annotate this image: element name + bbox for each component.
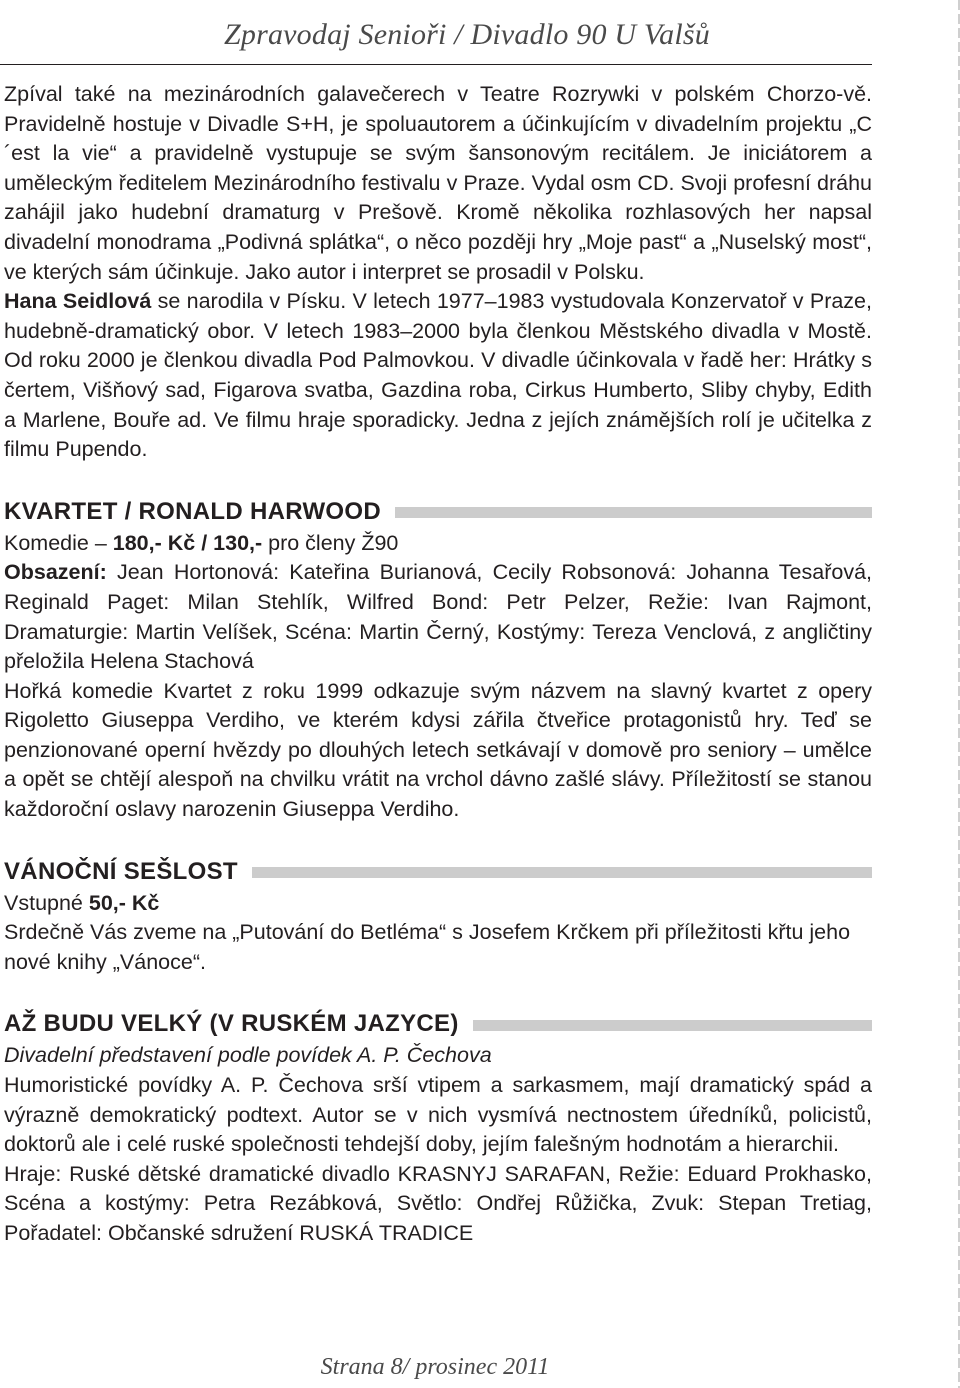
page-footer: Strana 8/ prosinec 2011 [320,1354,550,1380]
azbudu-credits: Hraje: Ruské dětské dramatické divadlo KRASNYJ SARAFAN, Režie: Eduard Prokhasko, Scéna a kostýmy: Petra Rezábková, Světlo: Ondřej Růžička, Zvuk: Stepan Tretiag, Pořadatel: Občanské sdružení RUSKÁ TRADICE [4,1161,872,1245]
section-title-kvartet: KVARTET / RONALD HARWOOD [4,497,381,525]
section-heading-bar [473,1020,872,1031]
vanocni-price-prefix: Vstupné [4,890,89,915]
vanocni-price: 50,- Kč [88,890,160,915]
azbudu-subtitle: Divadelní představení podle povídek A. P. Čechova [4,1043,492,1068]
vanocni-price-line [4,889,872,919]
kvartet-price-line [4,529,872,559]
section-title-vanocni: VÁNOČNÍ SEŠLOST [4,857,238,885]
kvartet-price-prefix: Komedie – [4,530,113,555]
intro-paragraph: Zpíval také na mezinárodních galavečerech v Teatre Rozrywki v polském Chorzo-vě. Pravidelně hostuje v Divadle S+H, je spoluautorem a účinkujícím v divadelním projektu „C´est la vie“ a pravidelně vystupuje se svým šansonovým recitálem. Je iniciátorem a uměleckým ředitelem Mezinárodního festivalu v Praze. Vydal osm CD. Svoji profesní dráhu zahájil jako hudební dramaturg v Prešově. Kromě několika rozhlasových her napsal divadelní monodrama „Podivná splátka“, o něco později hry „Moje past“ a „Nuselský most“, ve kterých sám účinkuje. Jako autor i interpret se prosadil v Polsku. [4,82,872,284]
kvartet-description: Hořká komedie Kvartet z roku 1999 odkazuje svým názvem na slavný kvartet z opery Rigoletto Giuseppa Verdiho, ve kterém kdysi zářila čtveřice protagonistů hry. Teď se penzionované operní hvězdy po dlouhých letech setkávají v domově pro seniory – umělce a opět se chtějí alespoň na chvilku vrátit na vrchol dávno zašlé slávy. Příležitostí se stanou každoroční oslavy narozenin Giuseppa Verdiho. [4,678,872,822]
kvartet-cast [4,558,872,676]
kvartet-price: 180,- Kč / 130,- [112,530,263,555]
seidlova-text: se narodila v Písku. V letech 1977–1983 vystudovala Konzervatoř v Praze, hudebně-dramatický obor. V letech 1983–2000 byla členkou Městského divadla v Mostě. Od roku 2000 je členkou divadla Pod Palmovkou. V divadle účinkovala v řadě her: Hrátky s čertem, Višňový sad, Figarova svatba, Gazdina roba, Cirkus Humberto, Sliby chyby, Edith a Marlene, Bouře ad. Ve filmu hraje sporadicky. Jedna z jejích známějších rolí je učitelka z filmu Pupendo. [4,289,872,462]
azbudu-description: Humoristické povídky A. P. Čechova srší vtipem a sarkasmem, mají dramatický spád a výrazně demokratický podtext. Autor se v nich vysmívá nectnostem úředníků, policistů, doktorů ale i celé ruské společnosti tehdejší doby, jejím falešným hodnotám a hierarchii. [4,1073,872,1157]
kvartet-price-suffix: pro členy Ž90 [262,530,399,555]
section-azbudu [4,1007,872,1248]
kvartet-cast-label: Obsazení: [4,560,107,585]
page-header [0,14,872,65]
section-kvartet [4,495,872,825]
seidlova-paragraph [4,287,872,465]
section-vanocni [4,855,872,978]
kvartet-cast-text: Jean Hortonová: Kateřina Burianová, Cecily Robsonová: Johanna Tesařová, Reginald Paget: Milan Stehlík, Wilfred Bond: Petr Pelzer, Režie: Ivan Rajmont, Dramaturgie: Martin Velíšek, Scéna: Martin Černý, Kostýmy: Tereza Venclová, z angličtiny přeložila Helena Stachová [4,560,872,674]
section-heading-bar [252,867,872,878]
vanocni-description: Srdečně Vás zveme na „Putování do Betléma“ s Josefem Krčkem při příležitosti křtu jeho nové knihy „Vánoce“. [4,920,851,974]
section-title-azbudu: AŽ BUDU VELKÝ (V RUSKÉM JAZYCE) [4,1010,459,1038]
section-heading-azbudu [4,1007,872,1041]
section-heading-vanocni [4,855,872,889]
section-heading-bar [395,507,872,518]
seidlova-name: Hana Seidlová [4,289,152,314]
header-title: Zpravodaj Senioři / Divadlo 90 U Valšů [224,18,710,51]
article-content [4,80,872,1249]
section-heading-kvartet [4,495,872,529]
